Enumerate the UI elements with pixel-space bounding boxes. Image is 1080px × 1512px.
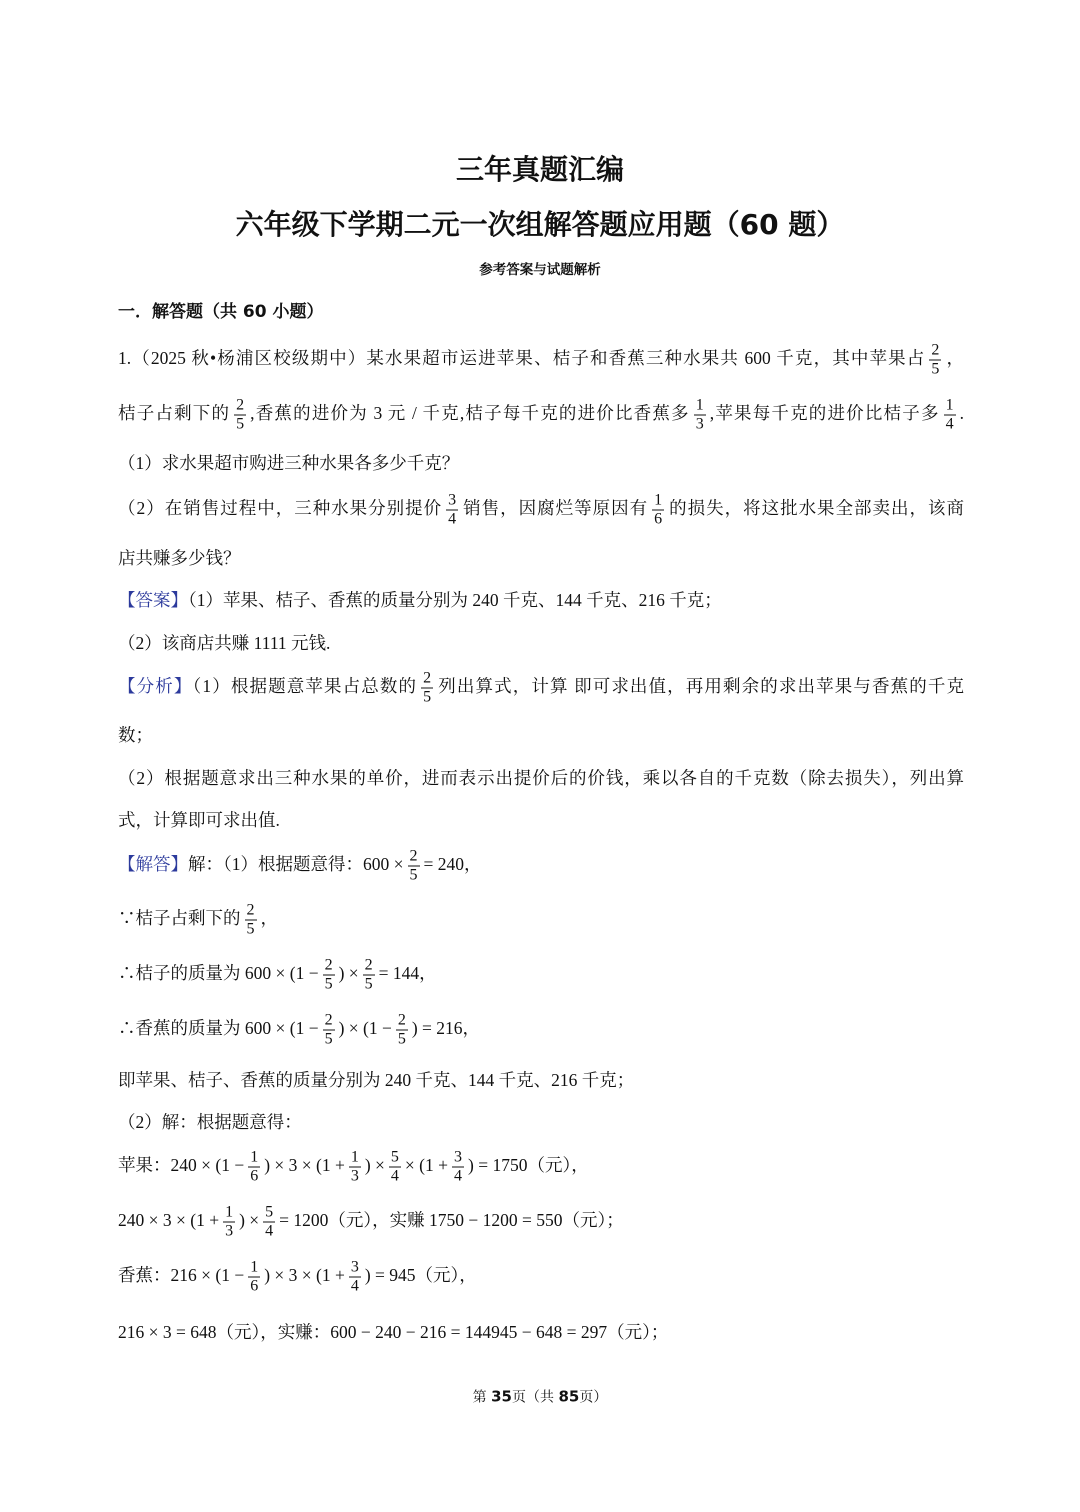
text-run: 桔子占剩下的	[118, 403, 231, 424]
fraction	[446, 492, 458, 529]
fraction	[389, 1149, 401, 1186]
fraction-numerator: 3	[454, 1148, 462, 1166]
text-run: ) = 216，	[411, 1018, 481, 1039]
text-run: ) ×	[364, 1155, 385, 1176]
text-run: （2）解：根据题意得：	[118, 1112, 302, 1132]
fraction-numerator: 2	[324, 1011, 333, 1029]
text-run: ) × 3 × (1 +	[264, 1265, 345, 1286]
fraction-numerator: 1	[250, 1258, 259, 1276]
fraction-numerator: 2	[423, 669, 432, 687]
fraction	[234, 397, 246, 434]
fraction-numerator: 1	[350, 1148, 359, 1166]
text-run: 的损失，将这批水果全部卖出，该商	[668, 498, 965, 519]
text-run: 苹果：240 × (1 −	[118, 1155, 245, 1176]
fraction-denominator: 4	[350, 1277, 359, 1295]
current-page-number: 35	[491, 1387, 512, 1406]
fraction	[248, 1149, 260, 1186]
fraction-denominator: 4	[945, 415, 954, 433]
fraction-numerator: 3	[448, 491, 457, 509]
text-run: （1）求水果超市购进三种水果各多少千克？	[118, 453, 460, 473]
question-stem-line-1	[118, 342, 964, 379]
text-run: 即苹果、桔子、香蕉的质量分别为 240 千克、144 千克、216 千克；	[118, 1070, 635, 1090]
fraction-numerator: 1	[945, 396, 954, 414]
fraction	[452, 1149, 464, 1186]
fraction-denominator: 3	[350, 1167, 359, 1185]
section-tag: 【分析】	[118, 676, 193, 697]
text-run: ，	[260, 908, 278, 929]
fraction-denominator: 4	[265, 1222, 274, 1240]
text-run: （1）根据题意苹果占总数的	[192, 676, 418, 697]
total-page-count: 85	[558, 1387, 580, 1406]
fraction-denominator: 5	[409, 866, 418, 884]
text-run: ) = 1750（元），	[468, 1155, 589, 1176]
analysis-line-2	[118, 723, 964, 747]
text-run: ∴桔子的质量为 600 × (1 −	[118, 963, 319, 984]
solution-line-9	[118, 1259, 964, 1296]
fraction-numerator: 2	[931, 341, 940, 359]
solution-line-4	[118, 1012, 964, 1049]
section-tag: 【答案】	[118, 590, 188, 610]
fraction-denominator: 5	[397, 1030, 406, 1048]
text-run: ，	[945, 348, 965, 369]
fraction-denominator: 4	[454, 1167, 462, 1185]
solution-line-10	[118, 1320, 964, 1344]
section-heading: 一．解答题（共 60 小题）	[118, 302, 324, 322]
text-run: 240 × 3 × (1 +	[118, 1210, 220, 1231]
fraction	[349, 1259, 361, 1296]
text-run: = 240，	[423, 854, 482, 875]
fraction-denominator: 4	[448, 510, 457, 528]
fraction-numerator: 1	[250, 1148, 259, 1166]
fraction-denominator: 5	[246, 920, 255, 938]
text-run: 216 × 3 = 648（元），实赚：600 − 240 − 216 = 144945 − 648 = 297（元）；	[118, 1322, 669, 1342]
solution-line-6	[118, 1110, 964, 1134]
fraction-numerator: 5	[390, 1148, 399, 1166]
text-run: 销售，因腐烂等原因有	[462, 498, 649, 519]
fraction	[245, 902, 257, 939]
fraction	[652, 492, 664, 529]
text-run: ∵桔子占剩下的	[118, 908, 241, 929]
fraction	[323, 1012, 335, 1049]
fraction	[694, 397, 706, 434]
text-run: = 144，	[378, 963, 437, 984]
fraction-denominator: 5	[324, 1030, 333, 1048]
text-run: （2）在销售过程中，三种水果分别提价	[118, 498, 443, 519]
text-run: 香蕉：216 × (1 −	[118, 1265, 245, 1286]
fraction-denominator: 5	[423, 688, 432, 706]
fraction	[248, 1259, 260, 1296]
question-part-2-line-1	[118, 492, 964, 529]
text-run: （2）根据题意求出三种水果的单价，进而表示出提价后的价钱，乘以各自的千克数（除去损失），列出算	[118, 768, 964, 788]
fraction-numerator: 2	[409, 847, 418, 865]
text-run: （1）苹果、桔子、香蕉的质量分别为 240 千克、144 千克、216 千克；	[188, 590, 722, 610]
solution-line-1	[118, 848, 964, 885]
section-tag: 【解答】	[118, 854, 188, 875]
solution-line-5	[118, 1068, 964, 1092]
fraction-numerator: 2	[324, 956, 333, 974]
fraction	[929, 342, 941, 379]
text-run: ,香蕉的进价为 3 元 / 千克,桔子每千克的进价比香蕉多	[250, 403, 690, 424]
solution-line-8	[118, 1204, 964, 1241]
answer-part-1	[118, 588, 964, 612]
fraction-numerator: 1	[695, 396, 704, 414]
footer-prefix: 第	[472, 1389, 492, 1406]
fraction-numerator: 2	[397, 1011, 406, 1029]
fraction	[363, 957, 375, 994]
text-run: 1.（2025 秋•杨浦区校级期中）某水果超市运进苹果、桔子和香蕉三种水果共 600 千克，其中苹果占	[118, 348, 926, 369]
fraction-numerator: 2	[236, 396, 245, 414]
fraction	[944, 397, 956, 434]
fraction	[396, 1012, 408, 1049]
text-run: ) = 945（元），	[364, 1265, 477, 1286]
fraction-denominator: 5	[364, 975, 373, 993]
fraction-denominator: 5	[324, 975, 333, 993]
solution-line-2	[118, 902, 964, 939]
fraction	[323, 957, 335, 994]
fraction-denominator: 6	[654, 510, 663, 528]
question-part-1	[118, 451, 964, 475]
analysis-line-3	[118, 766, 964, 790]
text-run: ) ×	[239, 1210, 260, 1231]
footer-suffix: 页）	[579, 1389, 608, 1406]
fraction-numerator: 1	[225, 1203, 234, 1221]
answer-part-2	[118, 631, 964, 655]
document-caption: 参考答案与试题解析	[479, 262, 601, 278]
text-run: .	[959, 403, 965, 424]
fraction-denominator: 3	[695, 415, 704, 433]
fraction-denominator: 6	[250, 1277, 259, 1295]
fraction-numerator: 2	[246, 901, 255, 919]
text-run: 数；	[118, 725, 153, 745]
text-run: 解：（1）根据题意得：600 ×	[188, 854, 404, 875]
analysis-line-4	[118, 808, 964, 832]
fraction	[421, 670, 433, 707]
text-run: ) × (1 −	[338, 1018, 392, 1039]
text-run: ) × 3 × (1 +	[264, 1155, 345, 1176]
fraction	[263, 1204, 275, 1241]
document-subtitle: 六年级下学期二元一次组解答题应用题（60 题）	[235, 208, 845, 241]
solution-line-7	[118, 1149, 964, 1186]
text-run: = 1200（元），实赚 1750 − 1200 = 550（元）；	[279, 1210, 624, 1231]
footer-middle: 页（共	[512, 1389, 559, 1406]
text-run: × (1 +	[404, 1155, 448, 1176]
fraction-numerator: 5	[265, 1203, 274, 1221]
fraction	[349, 1149, 361, 1186]
fraction-numerator: 1	[654, 491, 663, 509]
text-run: 式，计算即可求出值.	[118, 810, 280, 830]
solution-line-3	[118, 957, 964, 994]
text-run: 店共赚多少钱？	[118, 548, 241, 568]
text-run: ) ×	[338, 963, 359, 984]
fraction-numerator: 2	[364, 956, 373, 974]
text-run: ,苹果每千克的进价比桔子多	[709, 403, 940, 424]
document-title: 三年真题汇编	[455, 153, 624, 186]
page-footer	[0, 1387, 1080, 1408]
analysis-line-1	[118, 670, 964, 707]
fraction-denominator: 6	[250, 1167, 259, 1185]
fraction-denominator: 4	[390, 1167, 399, 1185]
fraction-denominator: 5	[931, 360, 940, 378]
text-run: 列出算式，计算 即可求出值，再用剩余的求出苹果与香蕉的千克	[437, 676, 965, 697]
text-run: ∴香蕉的质量为 600 × (1 −	[118, 1018, 319, 1039]
question-stem-line-2	[118, 397, 964, 434]
fraction	[408, 848, 420, 885]
text-run: （2）该商店共赚 1111 元钱.	[118, 633, 331, 653]
fraction	[223, 1204, 235, 1241]
fraction-denominator: 3	[225, 1222, 234, 1240]
question-part-2-line-2	[118, 546, 964, 570]
fraction-denominator: 5	[236, 415, 245, 433]
fraction-numerator: 3	[350, 1258, 359, 1276]
